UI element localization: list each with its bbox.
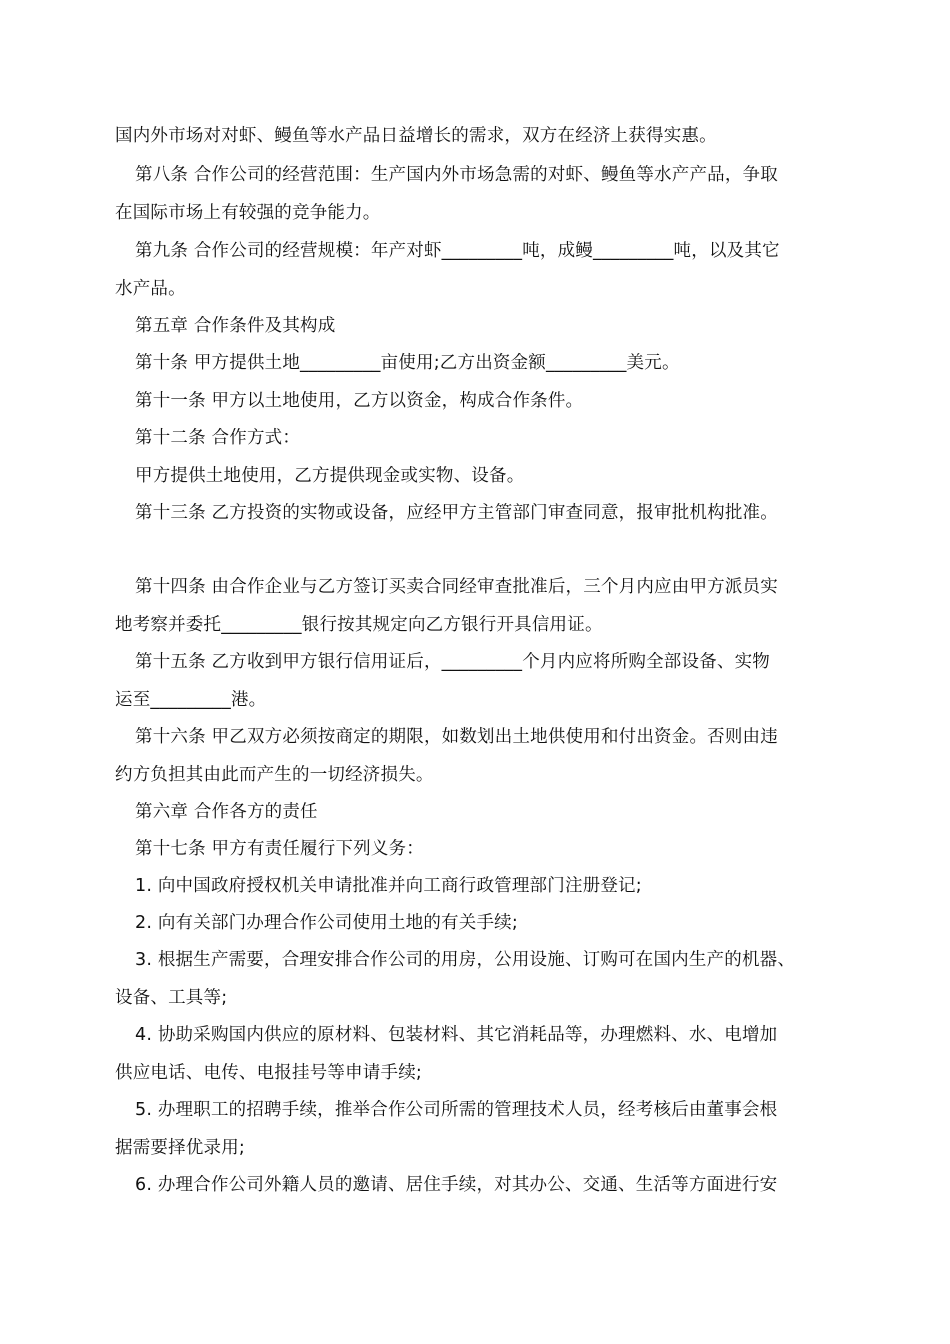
list-item: 2. 向有关部门办理合作公司使用土地的有关手续; (135, 913, 518, 933)
chapter-6-heading: 第六章 合作各方的责任 (135, 802, 318, 822)
list-item: 4. 协助采购国内供应的原材料、包装材料、其它消耗品等，办理燃料、水、电增加 (135, 1025, 778, 1045)
list-item: 1. 向中国政府授权机关申请批准并向工商行政管理部门注册登记; (135, 876, 642, 896)
text-line: 供应电话、电传、电报挂号等申请手续; (115, 1063, 422, 1083)
list-item: 5. 办理职工的招聘手续，推举合作公司所需的管理技术人员，经考核后由董事会根 (135, 1100, 778, 1120)
article-10-line: 第十条 甲方提供土地_________亩使用;乙方出资金额_________美元。 (135, 353, 680, 373)
article-11-line: 第十一条 甲方以土地使用，乙方以资金，构成合作条件。 (135, 391, 584, 411)
text-line: 国内外市场对对虾、鳗鱼等水产品日益增长的需求，双方在经济上获得实惠。 (115, 126, 717, 146)
text-line: 运至_________港。 (115, 690, 267, 710)
article-9-line: 第九条 合作公司的经营规模：年产对虾_________吨，成鳗_________吨，以及其它 (135, 241, 780, 261)
text-line: 约方负担其由此而产生的一切经济损失。 (115, 765, 434, 785)
article-8-line: 第八条 合作公司的经营范围：生产国内外市场急需的对虾、鳗鱼等水产产品，争取 (135, 165, 778, 185)
article-13-line: 第十三条 乙方投资的实物或设备，应经甲方主管部门审查同意，报审批机构批准。 (135, 503, 778, 523)
text-line: 据需要择优录用; (115, 1138, 245, 1158)
text-line: 水产品。 (115, 279, 186, 299)
text-line: 设备、工具等; (115, 988, 228, 1008)
list-item: 6. 办理合作公司外籍人员的邀请、居住手续，对其办公、交通、生活等方面进行安 (135, 1175, 778, 1195)
text-line: 在国际市场上有较强的竞争能力。 (115, 203, 381, 223)
article-15-line: 第十五条 乙方收到甲方银行信用证后，_________个月内应将所购全部设备、实物 (135, 652, 771, 672)
text-line: 甲方提供土地使用，乙方提供现金或实物、设备。 (135, 466, 525, 486)
article-14-line: 第十四条 由合作企业与乙方签订买卖合同经审查批准后，三个月内应由甲方派员实 (135, 577, 778, 597)
text-line: 地考察并委托_________银行按其规定向乙方银行开具信用证。 (115, 615, 603, 635)
chapter-5-heading: 第五章 合作条件及其构成 (135, 316, 336, 336)
article-17-line: 第十七条 甲方有责任履行下列义务： (135, 839, 424, 859)
article-16-line: 第十六条 甲乙双方必须按商定的期限，如数划出土地供使用和付出资金。否则由违 (135, 727, 778, 747)
article-12-line: 第十二条 合作方式： (135, 428, 301, 448)
list-item: 3. 根据生产需要，合理安排合作公司的用房，公用设施、订购可在国内生产的机器、 (135, 950, 796, 970)
